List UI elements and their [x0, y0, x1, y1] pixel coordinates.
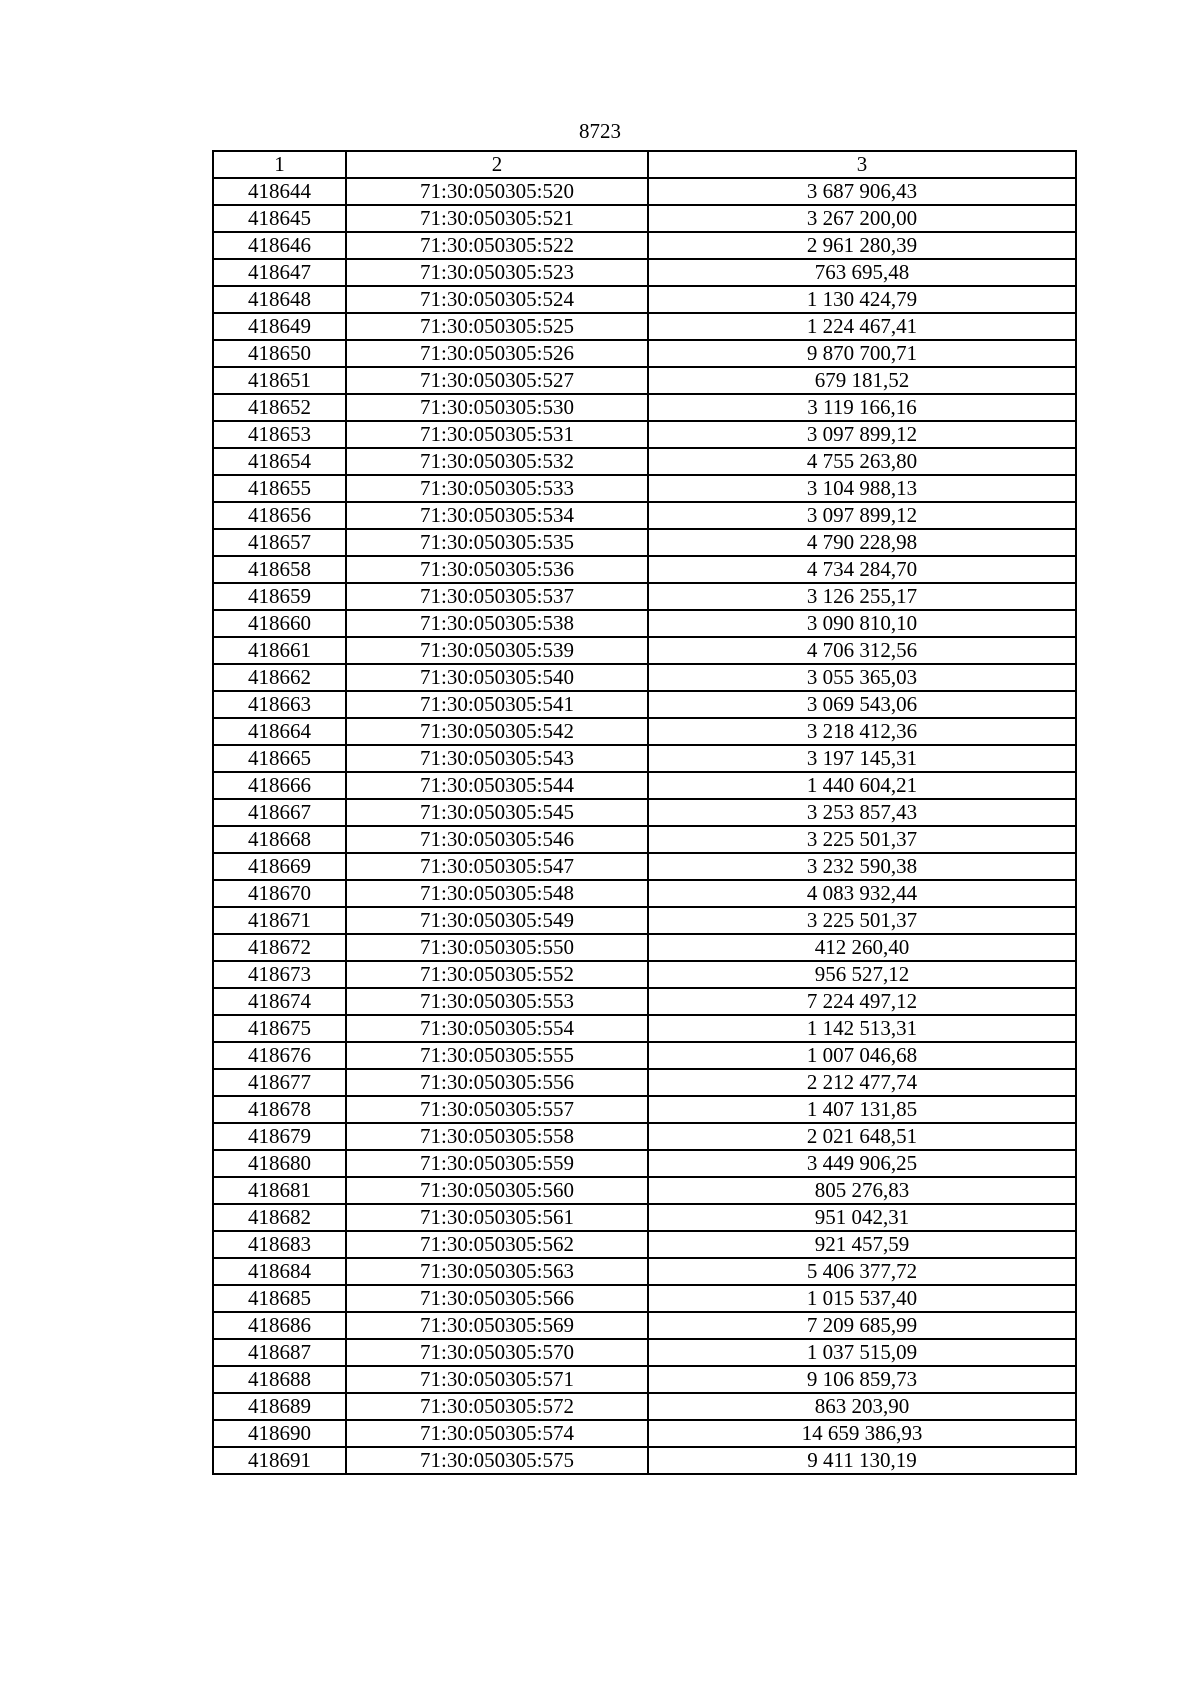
value-cell: 3 097 899,12	[648, 502, 1076, 529]
cadastral-number-cell: 71:30:050305:569	[346, 1312, 648, 1339]
cadastral-number-cell: 71:30:050305:537	[346, 583, 648, 610]
table-row	[213, 1285, 1076, 1312]
cadastral-number-cell: 71:30:050305:533	[346, 475, 648, 502]
value-cell: 3 119 166,16	[648, 394, 1076, 421]
value-cell: 9 106 859,73	[648, 1366, 1076, 1393]
table-row	[213, 1096, 1076, 1123]
value-cell: 956 527,12	[648, 961, 1076, 988]
record-number-cell: 418655	[213, 475, 346, 502]
table-row	[213, 205, 1076, 232]
value-cell: 14 659 386,93	[648, 1420, 1076, 1447]
value-cell: 3 225 501,37	[648, 907, 1076, 934]
value-cell: 412 260,40	[648, 934, 1076, 961]
record-number-cell: 418654	[213, 448, 346, 475]
value-cell: 1 440 604,21	[648, 772, 1076, 799]
value-cell: 3 449 906,25	[648, 1150, 1076, 1177]
cadastral-number-cell: 71:30:050305:557	[346, 1096, 648, 1123]
value-cell: 863 203,90	[648, 1393, 1076, 1420]
record-number-cell: 418678	[213, 1096, 346, 1123]
value-cell: 1 037 515,09	[648, 1339, 1076, 1366]
table-row	[213, 691, 1076, 718]
cadastral-number-cell: 71:30:050305:570	[346, 1339, 648, 1366]
cadastral-number-cell: 71:30:050305:572	[346, 1393, 648, 1420]
value-cell: 2 961 280,39	[648, 232, 1076, 259]
record-number-cell: 418689	[213, 1393, 346, 1420]
cadastral-number-cell: 71:30:050305:539	[346, 637, 648, 664]
table-row	[213, 826, 1076, 853]
cadastral-number-cell: 71:30:050305:562	[346, 1231, 648, 1258]
table-row	[213, 1150, 1076, 1177]
table-row	[213, 1420, 1076, 1447]
table-row	[213, 340, 1076, 367]
value-cell: 4 755 263,80	[648, 448, 1076, 475]
cadastral-number-cell: 71:30:050305:544	[346, 772, 648, 799]
table-row	[213, 529, 1076, 556]
table-row	[213, 718, 1076, 745]
value-cell: 4 083 932,44	[648, 880, 1076, 907]
value-cell: 9 870 700,71	[648, 340, 1076, 367]
table-row	[213, 772, 1076, 799]
record-number-cell: 418686	[213, 1312, 346, 1339]
table-row	[213, 1447, 1076, 1474]
page-number: 8723	[579, 119, 621, 143]
table-row	[213, 637, 1076, 664]
value-cell: 3 055 365,03	[648, 664, 1076, 691]
value-cell: 7 209 685,99	[648, 1312, 1076, 1339]
cadastral-number-cell: 71:30:050305:559	[346, 1150, 648, 1177]
record-number-cell: 418658	[213, 556, 346, 583]
record-number-cell: 418660	[213, 610, 346, 637]
table-row	[213, 799, 1076, 826]
cadastral-number-cell: 71:30:050305:535	[346, 529, 648, 556]
registry-table	[212, 150, 1077, 1475]
table-row	[213, 934, 1076, 961]
cadastral-number-cell: 71:30:050305:558	[346, 1123, 648, 1150]
column-header-2: 2	[346, 151, 648, 178]
value-cell: 3 069 543,06	[648, 691, 1076, 718]
cadastral-number-cell: 71:30:050305:571	[346, 1366, 648, 1393]
column-header-3: 3	[648, 151, 1076, 178]
record-number-cell: 418662	[213, 664, 346, 691]
value-cell: 3 104 988,13	[648, 475, 1076, 502]
cadastral-number-cell: 71:30:050305:563	[346, 1258, 648, 1285]
value-cell: 7 224 497,12	[648, 988, 1076, 1015]
cadastral-number-cell: 71:30:050305:555	[346, 1042, 648, 1069]
value-cell: 1 130 424,79	[648, 286, 1076, 313]
table-row	[213, 583, 1076, 610]
cadastral-number-cell: 71:30:050305:530	[346, 394, 648, 421]
cadastral-number-cell: 71:30:050305:538	[346, 610, 648, 637]
value-cell: 3 090 810,10	[648, 610, 1076, 637]
record-number-cell: 418649	[213, 313, 346, 340]
record-number-cell: 418667	[213, 799, 346, 826]
value-cell: 4 734 284,70	[648, 556, 1076, 583]
table-row	[213, 367, 1076, 394]
table-row	[213, 1177, 1076, 1204]
table-row	[213, 961, 1076, 988]
cadastral-number-cell: 71:30:050305:520	[346, 178, 648, 205]
cadastral-number-cell: 71:30:050305:552	[346, 961, 648, 988]
record-number-cell: 418675	[213, 1015, 346, 1042]
record-number-cell: 418653	[213, 421, 346, 448]
cadastral-number-cell: 71:30:050305:548	[346, 880, 648, 907]
table-row	[213, 1339, 1076, 1366]
record-number-cell: 418682	[213, 1204, 346, 1231]
record-number-cell: 418646	[213, 232, 346, 259]
cadastral-number-cell: 71:30:050305:561	[346, 1204, 648, 1231]
value-cell: 1 007 046,68	[648, 1042, 1076, 1069]
value-cell: 2 212 477,74	[648, 1069, 1076, 1096]
value-cell: 1 407 131,85	[648, 1096, 1076, 1123]
record-number-cell: 418690	[213, 1420, 346, 1447]
table-row	[213, 394, 1076, 421]
value-cell: 951 042,31	[648, 1204, 1076, 1231]
value-cell: 9 411 130,19	[648, 1447, 1076, 1474]
table-row	[213, 1312, 1076, 1339]
value-cell: 763 695,48	[648, 259, 1076, 286]
cadastral-number-cell: 71:30:050305:521	[346, 205, 648, 232]
record-number-cell: 418669	[213, 853, 346, 880]
cadastral-number-cell: 71:30:050305:574	[346, 1420, 648, 1447]
table-row	[213, 1204, 1076, 1231]
value-cell: 3 218 412,36	[648, 718, 1076, 745]
record-number-cell: 418681	[213, 1177, 346, 1204]
cadastral-number-cell: 71:30:050305:527	[346, 367, 648, 394]
table-row	[213, 664, 1076, 691]
record-number-cell: 418676	[213, 1042, 346, 1069]
record-number-cell: 418677	[213, 1069, 346, 1096]
record-number-cell: 418652	[213, 394, 346, 421]
table-row	[213, 448, 1076, 475]
table-row	[213, 853, 1076, 880]
cadastral-number-cell: 71:30:050305:531	[346, 421, 648, 448]
value-cell: 3 097 899,12	[648, 421, 1076, 448]
record-number-cell: 418645	[213, 205, 346, 232]
cadastral-number-cell: 71:30:050305:525	[346, 313, 648, 340]
record-number-cell: 418665	[213, 745, 346, 772]
record-number-cell: 418671	[213, 907, 346, 934]
record-number-cell: 418673	[213, 961, 346, 988]
table-row	[213, 313, 1076, 340]
value-cell: 3 687 906,43	[648, 178, 1076, 205]
record-number-cell: 418688	[213, 1366, 346, 1393]
value-cell: 2 021 648,51	[648, 1123, 1076, 1150]
table-row	[213, 1258, 1076, 1285]
value-cell: 3 253 857,43	[648, 799, 1076, 826]
cadastral-number-cell: 71:30:050305:542	[346, 718, 648, 745]
record-number-cell: 418650	[213, 340, 346, 367]
table-row	[213, 1042, 1076, 1069]
table-row	[213, 556, 1076, 583]
table-row	[213, 907, 1076, 934]
record-number-cell: 418680	[213, 1150, 346, 1177]
value-cell: 3 197 145,31	[648, 745, 1076, 772]
cadastral-number-cell: 71:30:050305:524	[346, 286, 648, 313]
record-number-cell: 418644	[213, 178, 346, 205]
value-cell: 3 267 200,00	[648, 205, 1076, 232]
record-number-cell: 418664	[213, 718, 346, 745]
record-number-cell: 418687	[213, 1339, 346, 1366]
record-number-cell: 418659	[213, 583, 346, 610]
header-row	[213, 151, 1076, 178]
record-number-cell: 418666	[213, 772, 346, 799]
table-row	[213, 286, 1076, 313]
cadastral-number-cell: 71:30:050305:554	[346, 1015, 648, 1042]
table-row	[213, 259, 1076, 286]
cadastral-number-cell: 71:30:050305:550	[346, 934, 648, 961]
record-number-cell: 418656	[213, 502, 346, 529]
cadastral-number-cell: 71:30:050305:532	[346, 448, 648, 475]
record-number-cell: 418647	[213, 259, 346, 286]
value-cell: 1 224 467,41	[648, 313, 1076, 340]
record-number-cell: 418679	[213, 1123, 346, 1150]
record-number-cell: 418683	[213, 1231, 346, 1258]
value-cell: 4 706 312,56	[648, 637, 1076, 664]
cadastral-number-cell: 71:30:050305:553	[346, 988, 648, 1015]
table-row	[213, 880, 1076, 907]
column-header-1: 1	[213, 151, 346, 178]
cadastral-number-cell: 71:30:050305:540	[346, 664, 648, 691]
table-row	[213, 1015, 1076, 1042]
record-number-cell: 418668	[213, 826, 346, 853]
cadastral-number-cell: 71:30:050305:526	[346, 340, 648, 367]
table-row	[213, 475, 1076, 502]
cadastral-number-cell: 71:30:050305:543	[346, 745, 648, 772]
record-number-cell: 418663	[213, 691, 346, 718]
table-row	[213, 421, 1076, 448]
record-number-cell: 418672	[213, 934, 346, 961]
value-cell: 1 015 537,40	[648, 1285, 1076, 1312]
value-cell: 679 181,52	[648, 367, 1076, 394]
table-row	[213, 988, 1076, 1015]
value-cell: 1 142 513,31	[648, 1015, 1076, 1042]
table-row	[213, 502, 1076, 529]
cadastral-number-cell: 71:30:050305:522	[346, 232, 648, 259]
table-row	[213, 1366, 1076, 1393]
table-row	[213, 1123, 1076, 1150]
cadastral-number-cell: 71:30:050305:523	[346, 259, 648, 286]
table-row	[213, 178, 1076, 205]
table-row	[213, 610, 1076, 637]
cadastral-number-cell: 71:30:050305:556	[346, 1069, 648, 1096]
cadastral-number-cell: 71:30:050305:549	[346, 907, 648, 934]
table-row	[213, 232, 1076, 259]
value-cell: 5 406 377,72	[648, 1258, 1076, 1285]
value-cell: 3 126 255,17	[648, 583, 1076, 610]
record-number-cell: 418691	[213, 1447, 346, 1474]
table-row	[213, 1393, 1076, 1420]
value-cell: 921 457,59	[648, 1231, 1076, 1258]
cadastral-number-cell: 71:30:050305:547	[346, 853, 648, 880]
record-number-cell: 418651	[213, 367, 346, 394]
record-number-cell: 418674	[213, 988, 346, 1015]
table-row	[213, 1069, 1076, 1096]
table-row	[213, 745, 1076, 772]
cadastral-number-cell: 71:30:050305:575	[346, 1447, 648, 1474]
record-number-cell: 418648	[213, 286, 346, 313]
record-number-cell: 418661	[213, 637, 346, 664]
cadastral-number-cell: 71:30:050305:536	[346, 556, 648, 583]
record-number-cell: 418684	[213, 1258, 346, 1285]
cadastral-number-cell: 71:30:050305:560	[346, 1177, 648, 1204]
record-number-cell: 418670	[213, 880, 346, 907]
table-body	[213, 178, 1076, 1474]
value-cell: 3 225 501,37	[648, 826, 1076, 853]
record-number-cell: 418657	[213, 529, 346, 556]
value-cell: 3 232 590,38	[648, 853, 1076, 880]
cadastral-number-cell: 71:30:050305:545	[346, 799, 648, 826]
cadastral-number-cell: 71:30:050305:546	[346, 826, 648, 853]
value-cell: 4 790 228,98	[648, 529, 1076, 556]
record-number-cell: 418685	[213, 1285, 346, 1312]
cadastral-number-cell: 71:30:050305:541	[346, 691, 648, 718]
value-cell: 805 276,83	[648, 1177, 1076, 1204]
cadastral-number-cell: 71:30:050305:534	[346, 502, 648, 529]
cadastral-number-cell: 71:30:050305:566	[346, 1285, 648, 1312]
table-row	[213, 1231, 1076, 1258]
